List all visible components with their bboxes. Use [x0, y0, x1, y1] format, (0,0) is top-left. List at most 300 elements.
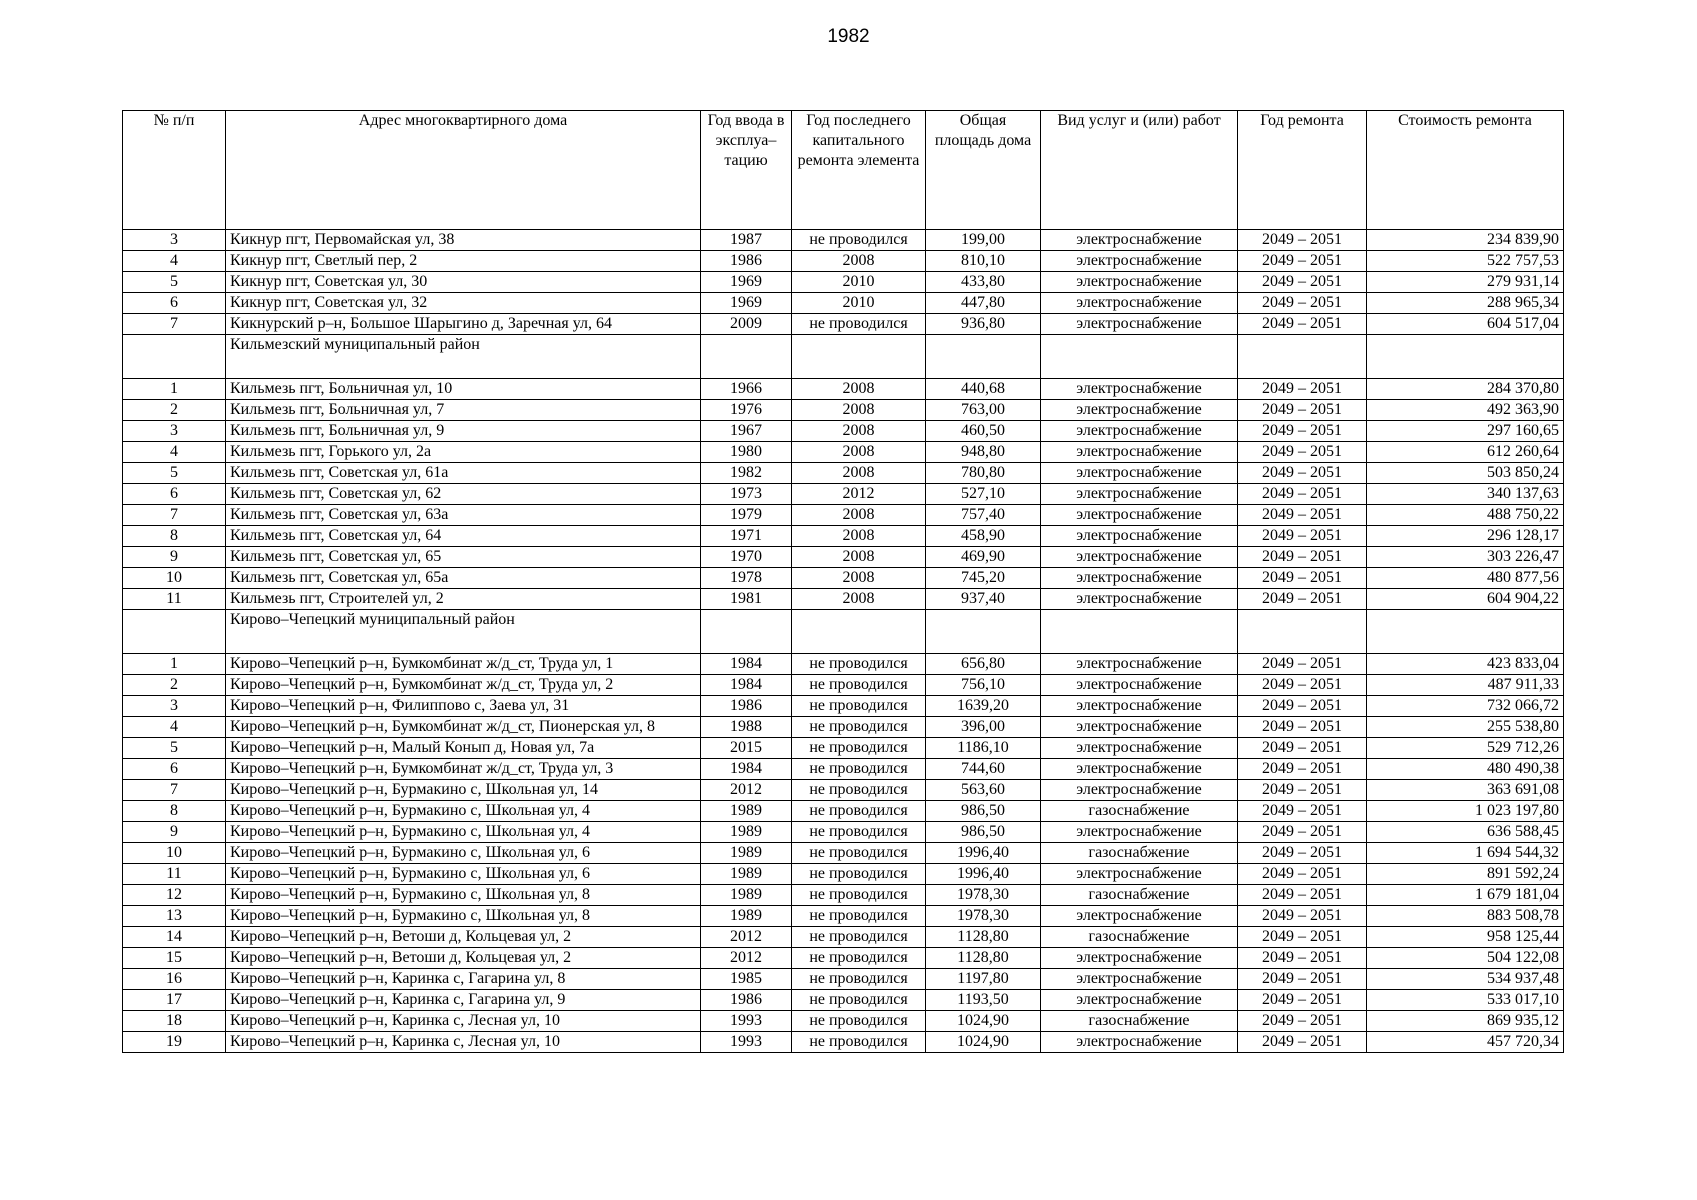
- cell-repair-year: 2049 – 2051: [1238, 379, 1367, 400]
- cell-service: электроснабжение: [1041, 738, 1238, 759]
- cell-cost: 529 712,26: [1367, 738, 1564, 759]
- cell-address: Кильмезь пгт, Строителей ул, 2: [226, 589, 701, 610]
- cell-last-repair: 2012: [792, 484, 926, 505]
- cell-year-built: 1993: [701, 1011, 792, 1032]
- cell-year-built: 1986: [701, 696, 792, 717]
- table-row: [123, 230, 1564, 251]
- cell-address: Кильмезь пгт, Советская ул, 65а: [226, 568, 701, 589]
- cell-repair-year: 2049 – 2051: [1238, 230, 1367, 251]
- cell-area: 447,80: [926, 293, 1041, 314]
- cell-last-repair: не проводился: [792, 675, 926, 696]
- table-row: [123, 885, 1564, 906]
- cell-num: 2: [123, 400, 226, 421]
- cell-address: Кильмезь пгт, Горького ул, 2а: [226, 442, 701, 463]
- cell-num: 9: [123, 547, 226, 568]
- cell-service: электроснабжение: [1041, 272, 1238, 293]
- cell-last-repair: 2008: [792, 547, 926, 568]
- cell-year-built: 2009: [701, 314, 792, 335]
- cell-year-built: 1989: [701, 843, 792, 864]
- cell-area: 745,20: [926, 568, 1041, 589]
- table-row: [123, 906, 1564, 927]
- cell-service: электроснабжение: [1041, 547, 1238, 568]
- cell-num: 5: [123, 738, 226, 759]
- table-row: [123, 293, 1564, 314]
- cell-address: Кильмезь пгт, Советская ул, 63а: [226, 505, 701, 526]
- cell-cost: 534 937,48: [1367, 969, 1564, 990]
- cell-area: 1024,90: [926, 1032, 1041, 1053]
- table-row: [123, 717, 1564, 738]
- cell-address: Кирово–Чепецкий р–н, Бурмакино с, Школьная ул, 6: [226, 864, 701, 885]
- cell-last-repair: 2008: [792, 421, 926, 442]
- table-row: [123, 505, 1564, 526]
- cell-num: 6: [123, 484, 226, 505]
- cell-repair-year: 2049 – 2051: [1238, 885, 1367, 906]
- cell-address: Кирово–Чепецкий р–н, Бумкомбинат ж/д_ст, Пионерская ул, 8: [226, 717, 701, 738]
- cell-num: 7: [123, 314, 226, 335]
- section-empty-cell: [1367, 610, 1564, 654]
- cell-area: 756,10: [926, 675, 1041, 696]
- cell-repair-year: 2049 – 2051: [1238, 547, 1367, 568]
- cell-area: 458,90: [926, 526, 1041, 547]
- table-row: [123, 675, 1564, 696]
- cell-address: Кильмезь пгт, Больничная ул, 10: [226, 379, 701, 400]
- header-cost: Стоимость ремонта: [1367, 111, 1564, 230]
- header-address: Адрес многоквартирного дома: [226, 111, 701, 230]
- cell-last-repair: не проводился: [792, 906, 926, 927]
- cell-area: 440,68: [926, 379, 1041, 400]
- cell-area: 1197,80: [926, 969, 1041, 990]
- cell-year-built: 1976: [701, 400, 792, 421]
- cell-service: газоснабжение: [1041, 885, 1238, 906]
- cell-cost: 303 226,47: [1367, 547, 1564, 568]
- header-last-repair: Год последнего капитального ремонта элемента: [792, 111, 926, 230]
- cell-cost: 503 850,24: [1367, 463, 1564, 484]
- section-title: Кирово–Чепецкий муниципальный район: [226, 610, 701, 654]
- cell-last-repair: не проводился: [792, 314, 926, 335]
- cell-year-built: 1989: [701, 822, 792, 843]
- cell-last-repair: не проводился: [792, 738, 926, 759]
- cell-service: электроснабжение: [1041, 969, 1238, 990]
- header-service: Вид услуг и (или) работ: [1041, 111, 1238, 230]
- cell-cost: 457 720,34: [1367, 1032, 1564, 1053]
- cell-cost: 1 679 181,04: [1367, 885, 1564, 906]
- housing-repair-table: [122, 110, 1564, 1053]
- cell-area: 1186,10: [926, 738, 1041, 759]
- table-row: [123, 759, 1564, 780]
- cell-year-built: 1989: [701, 801, 792, 822]
- cell-year-built: 2012: [701, 948, 792, 969]
- cell-address: Кирово–Чепецкий р–н, Бумкомбинат ж/д_ст, Труда ул, 1: [226, 654, 701, 675]
- table-header: [123, 111, 1564, 230]
- cell-num: 19: [123, 1032, 226, 1053]
- header-year-built: Год ввода в эксплуа– тацию: [701, 111, 792, 230]
- cell-num: 2: [123, 675, 226, 696]
- cell-last-repair: не проводился: [792, 759, 926, 780]
- cell-cost: 612 260,64: [1367, 442, 1564, 463]
- cell-cost: 1 023 197,80: [1367, 801, 1564, 822]
- cell-service: электроснабжение: [1041, 568, 1238, 589]
- cell-repair-year: 2049 – 2051: [1238, 400, 1367, 421]
- cell-address: Кирово–Чепецкий р–н, Филиппово с, Заева ул, 31: [226, 696, 701, 717]
- cell-area: 396,00: [926, 717, 1041, 738]
- cell-year-built: 1967: [701, 421, 792, 442]
- section-title: Кильмезский муниципальный район: [226, 335, 701, 379]
- cell-repair-year: 2049 – 2051: [1238, 717, 1367, 738]
- section-empty-cell: [926, 335, 1041, 379]
- cell-last-repair: не проводился: [792, 948, 926, 969]
- cell-cost: 255 538,80: [1367, 717, 1564, 738]
- cell-year-built: 1987: [701, 230, 792, 251]
- cell-cost: 480 877,56: [1367, 568, 1564, 589]
- cell-year-built: 1989: [701, 885, 792, 906]
- cell-num: 4: [123, 251, 226, 272]
- table-row: [123, 400, 1564, 421]
- table-row: [123, 654, 1564, 675]
- cell-num: 17: [123, 990, 226, 1011]
- cell-num: 10: [123, 568, 226, 589]
- cell-cost: 504 122,08: [1367, 948, 1564, 969]
- cell-year-built: 2012: [701, 927, 792, 948]
- cell-address: Кирово–Чепецкий р–н, Ветоши д, Кольцевая ул, 2: [226, 927, 701, 948]
- section-empty-cell: [1041, 335, 1238, 379]
- cell-cost: 958 125,44: [1367, 927, 1564, 948]
- cell-service: электроснабжение: [1041, 654, 1238, 675]
- cell-area: 1996,40: [926, 843, 1041, 864]
- cell-cost: 869 935,12: [1367, 1011, 1564, 1032]
- cell-num: 12: [123, 885, 226, 906]
- cell-address: Кирово–Чепецкий р–н, Бурмакино с, Школьная ул, 4: [226, 822, 701, 843]
- cell-area: 1193,50: [926, 990, 1041, 1011]
- cell-year-built: 1985: [701, 969, 792, 990]
- cell-service: электроснабжение: [1041, 759, 1238, 780]
- cell-year-built: 1984: [701, 654, 792, 675]
- table-row: [123, 251, 1564, 272]
- cell-area: 757,40: [926, 505, 1041, 526]
- cell-area: 763,00: [926, 400, 1041, 421]
- cell-area: 656,80: [926, 654, 1041, 675]
- cell-last-repair: 2008: [792, 505, 926, 526]
- cell-cost: 604 904,22: [1367, 589, 1564, 610]
- cell-address: Кильмезь пгт, Советская ул, 65: [226, 547, 701, 568]
- cell-year-built: 1970: [701, 547, 792, 568]
- cell-repair-year: 2049 – 2051: [1238, 906, 1367, 927]
- cell-service: электроснабжение: [1041, 1032, 1238, 1053]
- cell-service: электроснабжение: [1041, 990, 1238, 1011]
- cell-area: 469,90: [926, 547, 1041, 568]
- cell-repair-year: 2049 – 2051: [1238, 822, 1367, 843]
- cell-last-repair: 2008: [792, 400, 926, 421]
- table-row: [123, 442, 1564, 463]
- table-row: [123, 948, 1564, 969]
- cell-address: Кирово–Чепецкий р–н, Бурмакино с, Школьная ул, 4: [226, 801, 701, 822]
- cell-service: электроснабжение: [1041, 589, 1238, 610]
- cell-year-built: 1979: [701, 505, 792, 526]
- section-empty-cell: [123, 610, 226, 654]
- header-area: Общая площадь дома: [926, 111, 1041, 230]
- cell-repair-year: 2049 – 2051: [1238, 780, 1367, 801]
- table-row: [123, 990, 1564, 1011]
- table-row: [123, 780, 1564, 801]
- cell-last-repair: 2008: [792, 526, 926, 547]
- cell-service: электроснабжение: [1041, 251, 1238, 272]
- cell-last-repair: 2008: [792, 379, 926, 400]
- cell-num: 10: [123, 843, 226, 864]
- cell-cost: 488 750,22: [1367, 505, 1564, 526]
- table-row: [123, 1032, 1564, 1053]
- cell-year-built: 2012: [701, 780, 792, 801]
- cell-num: 11: [123, 864, 226, 885]
- cell-repair-year: 2049 – 2051: [1238, 969, 1367, 990]
- cell-num: 5: [123, 463, 226, 484]
- cell-area: 1128,80: [926, 948, 1041, 969]
- cell-repair-year: 2049 – 2051: [1238, 759, 1367, 780]
- cell-num: 8: [123, 526, 226, 547]
- cell-address: Кирово–Чепецкий р–н, Бурмакино с, Школьная ул, 8: [226, 906, 701, 927]
- cell-num: 1: [123, 654, 226, 675]
- table-body: [123, 230, 1564, 1053]
- cell-cost: 363 691,08: [1367, 780, 1564, 801]
- cell-cost: 423 833,04: [1367, 654, 1564, 675]
- table-row: [123, 484, 1564, 505]
- cell-repair-year: 2049 – 2051: [1238, 864, 1367, 885]
- section-empty-cell: [1367, 335, 1564, 379]
- cell-last-repair: не проводился: [792, 230, 926, 251]
- cell-service: электроснабжение: [1041, 463, 1238, 484]
- cell-repair-year: 2049 – 2051: [1238, 421, 1367, 442]
- cell-cost: 296 128,17: [1367, 526, 1564, 547]
- cell-repair-year: 2049 – 2051: [1238, 251, 1367, 272]
- cell-repair-year: 2049 – 2051: [1238, 484, 1367, 505]
- cell-address: Кирово–Чепецкий р–н, Бумкомбинат ж/д_ст, Труда ул, 2: [226, 675, 701, 696]
- cell-address: Кирово–Чепецкий р–н, Каринка с, Лесная ул, 10: [226, 1032, 701, 1053]
- cell-last-repair: 2008: [792, 568, 926, 589]
- table-row: [123, 272, 1564, 293]
- cell-year-built: 1988: [701, 717, 792, 738]
- cell-service: электроснабжение: [1041, 526, 1238, 547]
- cell-year-built: 1984: [701, 675, 792, 696]
- table-row: [123, 969, 1564, 990]
- cell-last-repair: не проводился: [792, 885, 926, 906]
- cell-cost: 533 017,10: [1367, 990, 1564, 1011]
- cell-area: 744,60: [926, 759, 1041, 780]
- cell-num: 16: [123, 969, 226, 990]
- cell-last-repair: не проводился: [792, 717, 926, 738]
- cell-repair-year: 2049 – 2051: [1238, 526, 1367, 547]
- cell-repair-year: 2049 – 2051: [1238, 293, 1367, 314]
- cell-address: Кильмезь пгт, Советская ул, 64: [226, 526, 701, 547]
- cell-area: 1024,90: [926, 1011, 1041, 1032]
- section-empty-cell: [123, 335, 226, 379]
- cell-cost: 297 160,65: [1367, 421, 1564, 442]
- cell-year-built: 1971: [701, 526, 792, 547]
- table-row: [123, 547, 1564, 568]
- cell-last-repair: не проводился: [792, 822, 926, 843]
- cell-address: Кильмезь пгт, Больничная ул, 7: [226, 400, 701, 421]
- cell-address: Кирово–Чепецкий р–н, Бурмакино с, Школьная ул, 14: [226, 780, 701, 801]
- cell-cost: 480 490,38: [1367, 759, 1564, 780]
- cell-last-repair: не проводился: [792, 654, 926, 675]
- cell-service: электроснабжение: [1041, 822, 1238, 843]
- cell-service: электроснабжение: [1041, 906, 1238, 927]
- section-empty-cell: [1238, 610, 1367, 654]
- cell-area: 460,50: [926, 421, 1041, 442]
- cell-area: 937,40: [926, 589, 1041, 610]
- cell-year-built: 1986: [701, 251, 792, 272]
- cell-service: электроснабжение: [1041, 675, 1238, 696]
- section-row: [123, 610, 1564, 654]
- cell-address: Кикнурский р–н, Большое Шарыгино д, Заречная ул, 64: [226, 314, 701, 335]
- cell-area: 810,10: [926, 251, 1041, 272]
- cell-address: Кирово–Чепецкий р–н, Каринка с, Гагарина ул, 9: [226, 990, 701, 1011]
- cell-address: Кирово–Чепецкий р–н, Бурмакино с, Школьная ул, 6: [226, 843, 701, 864]
- cell-repair-year: 2049 – 2051: [1238, 568, 1367, 589]
- cell-num: 4: [123, 442, 226, 463]
- section-empty-cell: [1041, 610, 1238, 654]
- cell-last-repair: 2010: [792, 272, 926, 293]
- cell-service: электроснабжение: [1041, 379, 1238, 400]
- header-repair-year: Год ремонта: [1238, 111, 1367, 230]
- cell-cost: 891 592,24: [1367, 864, 1564, 885]
- section-empty-cell: [1238, 335, 1367, 379]
- cell-repair-year: 2049 – 2051: [1238, 1032, 1367, 1053]
- cell-repair-year: 2049 – 2051: [1238, 314, 1367, 335]
- cell-service: газоснабжение: [1041, 927, 1238, 948]
- cell-num: 6: [123, 759, 226, 780]
- cell-num: 5: [123, 272, 226, 293]
- cell-cost: 1 694 544,32: [1367, 843, 1564, 864]
- cell-cost: 883 508,78: [1367, 906, 1564, 927]
- cell-service: газоснабжение: [1041, 801, 1238, 822]
- cell-repair-year: 2049 – 2051: [1238, 927, 1367, 948]
- cell-num: 11: [123, 589, 226, 610]
- cell-cost: 636 588,45: [1367, 822, 1564, 843]
- table-row: [123, 314, 1564, 335]
- cell-area: 199,00: [926, 230, 1041, 251]
- cell-year-built: 1993: [701, 1032, 792, 1053]
- cell-area: 1128,80: [926, 927, 1041, 948]
- table-row: [123, 864, 1564, 885]
- cell-service: газоснабжение: [1041, 1011, 1238, 1032]
- cell-num: 1: [123, 379, 226, 400]
- cell-num: 4: [123, 717, 226, 738]
- cell-last-repair: 2008: [792, 463, 926, 484]
- cell-repair-year: 2049 – 2051: [1238, 675, 1367, 696]
- cell-area: 986,50: [926, 801, 1041, 822]
- cell-address: Кирово–Чепецкий р–н, Каринка с, Гагарина ул, 8: [226, 969, 701, 990]
- cell-service: электроснабжение: [1041, 505, 1238, 526]
- table-row: [123, 822, 1564, 843]
- table-row: [123, 801, 1564, 822]
- cell-last-repair: не проводился: [792, 969, 926, 990]
- cell-cost: 732 066,72: [1367, 696, 1564, 717]
- cell-area: 780,80: [926, 463, 1041, 484]
- cell-cost: 288 965,34: [1367, 293, 1564, 314]
- cell-year-built: 1980: [701, 442, 792, 463]
- cell-num: 8: [123, 801, 226, 822]
- section-empty-cell: [926, 610, 1041, 654]
- cell-area: 1978,30: [926, 885, 1041, 906]
- section-row: [123, 335, 1564, 379]
- cell-num: 14: [123, 927, 226, 948]
- cell-last-repair: не проводился: [792, 843, 926, 864]
- cell-repair-year: 2049 – 2051: [1238, 272, 1367, 293]
- section-empty-cell: [792, 335, 926, 379]
- section-empty-cell: [792, 610, 926, 654]
- cell-area: 433,80: [926, 272, 1041, 293]
- cell-last-repair: 2010: [792, 293, 926, 314]
- cell-service: электроснабжение: [1041, 293, 1238, 314]
- cell-cost: 279 931,14: [1367, 272, 1564, 293]
- cell-repair-year: 2049 – 2051: [1238, 442, 1367, 463]
- cell-last-repair: не проводился: [792, 780, 926, 801]
- cell-num: 15: [123, 948, 226, 969]
- cell-address: Кильмезь пгт, Советская ул, 61а: [226, 463, 701, 484]
- table-row: [123, 1011, 1564, 1032]
- cell-year-built: 1973: [701, 484, 792, 505]
- cell-address: Кикнур пгт, Советская ул, 30: [226, 272, 701, 293]
- cell-cost: 284 370,80: [1367, 379, 1564, 400]
- cell-repair-year: 2049 – 2051: [1238, 1011, 1367, 1032]
- cell-cost: 604 517,04: [1367, 314, 1564, 335]
- cell-num: 9: [123, 822, 226, 843]
- cell-area: 1978,30: [926, 906, 1041, 927]
- cell-address: Кикнур пгт, Первомайская ул, 38: [226, 230, 701, 251]
- cell-service: электроснабжение: [1041, 948, 1238, 969]
- cell-last-repair: не проводился: [792, 927, 926, 948]
- section-empty-cell: [701, 335, 792, 379]
- cell-year-built: 1969: [701, 272, 792, 293]
- cell-cost: 487 911,33: [1367, 675, 1564, 696]
- cell-repair-year: 2049 – 2051: [1238, 654, 1367, 675]
- cell-repair-year: 2049 – 2051: [1238, 463, 1367, 484]
- cell-last-repair: не проводился: [792, 864, 926, 885]
- cell-repair-year: 2049 – 2051: [1238, 801, 1367, 822]
- cell-address: Кикнур пгт, Светлый пер, 2: [226, 251, 701, 272]
- cell-num: 6: [123, 293, 226, 314]
- cell-year-built: 1978: [701, 568, 792, 589]
- cell-repair-year: 2049 – 2051: [1238, 990, 1367, 1011]
- table-row: [123, 463, 1564, 484]
- cell-num: 13: [123, 906, 226, 927]
- cell-last-repair: не проводился: [792, 801, 926, 822]
- cell-service: газоснабжение: [1041, 843, 1238, 864]
- cell-address: Кильмезь пгт, Больничная ул, 9: [226, 421, 701, 442]
- cell-address: Кикнур пгт, Советская ул, 32: [226, 293, 701, 314]
- cell-repair-year: 2049 – 2051: [1238, 843, 1367, 864]
- cell-service: электроснабжение: [1041, 442, 1238, 463]
- cell-cost: 234 839,90: [1367, 230, 1564, 251]
- cell-address: Кильмезь пгт, Советская ул, 62: [226, 484, 701, 505]
- cell-service: электроснабжение: [1041, 314, 1238, 335]
- cell-cost: 340 137,63: [1367, 484, 1564, 505]
- cell-num: 3: [123, 696, 226, 717]
- header-num: № п/п: [123, 111, 226, 230]
- table-row: [123, 696, 1564, 717]
- cell-last-repair: не проводился: [792, 1011, 926, 1032]
- cell-num: 7: [123, 780, 226, 801]
- cell-last-repair: 2008: [792, 442, 926, 463]
- cell-year-built: 1989: [701, 864, 792, 885]
- cell-service: электроснабжение: [1041, 780, 1238, 801]
- cell-address: Кирово–Чепецкий р–н, Ветоши д, Кольцевая ул, 2: [226, 948, 701, 969]
- cell-repair-year: 2049 – 2051: [1238, 505, 1367, 526]
- table-row: [123, 589, 1564, 610]
- cell-cost: 522 757,53: [1367, 251, 1564, 272]
- cell-area: 527,10: [926, 484, 1041, 505]
- cell-last-repair: 2008: [792, 589, 926, 610]
- table-row: [123, 568, 1564, 589]
- cell-service: электроснабжение: [1041, 484, 1238, 505]
